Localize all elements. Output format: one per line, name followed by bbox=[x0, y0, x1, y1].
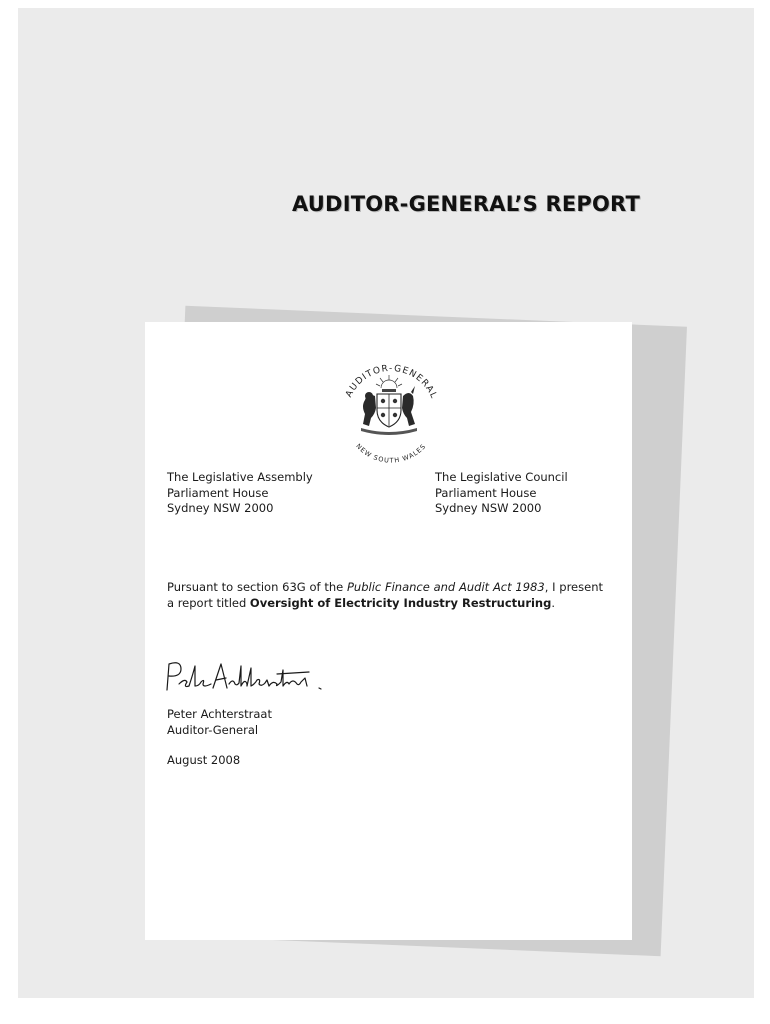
addressee-legislative-assembly bbox=[167, 470, 313, 517]
report-name: Oversight of Electricity Industry Restructuring bbox=[249, 596, 552, 610]
address-line: Parliament House bbox=[167, 485, 269, 500]
auditor-general-seal-icon bbox=[325, 344, 453, 474]
body-suffix: . bbox=[551, 596, 556, 610]
signer-name: Peter Achterstraat bbox=[167, 707, 272, 721]
seal-top-text: AUDITOR-GENERAL bbox=[344, 363, 439, 401]
body-middle: , I present a report titled bbox=[167, 580, 603, 610]
signer-role: Auditor-General bbox=[167, 723, 259, 737]
signer-block bbox=[167, 706, 272, 738]
letter-sheet bbox=[145, 322, 632, 940]
svg-text:NEW SOUTH WALES bbox=[354, 442, 427, 465]
address-line: The Legislative Assembly bbox=[167, 470, 313, 484]
address-line: The Legislative Council bbox=[435, 470, 568, 484]
address-line: Sydney NSW 2000 bbox=[167, 501, 274, 515]
letter-body bbox=[167, 579, 603, 611]
addressee-legislative-council bbox=[435, 470, 568, 517]
page-title: AUDITOR-GENERAL’S REPORT bbox=[292, 192, 640, 216]
body-prefix: Pursuant to section 63G of the bbox=[167, 580, 347, 594]
signature bbox=[159, 656, 329, 696]
address-line: Parliament House bbox=[435, 485, 537, 500]
address-line: Sydney NSW 2000 bbox=[435, 501, 542, 515]
letter-date: August 2008 bbox=[167, 753, 241, 767]
act-name: Public Finance and Audit Act 1983 bbox=[346, 580, 545, 594]
seal-bottom-text: NEW SOUTH WALES bbox=[354, 442, 428, 465]
